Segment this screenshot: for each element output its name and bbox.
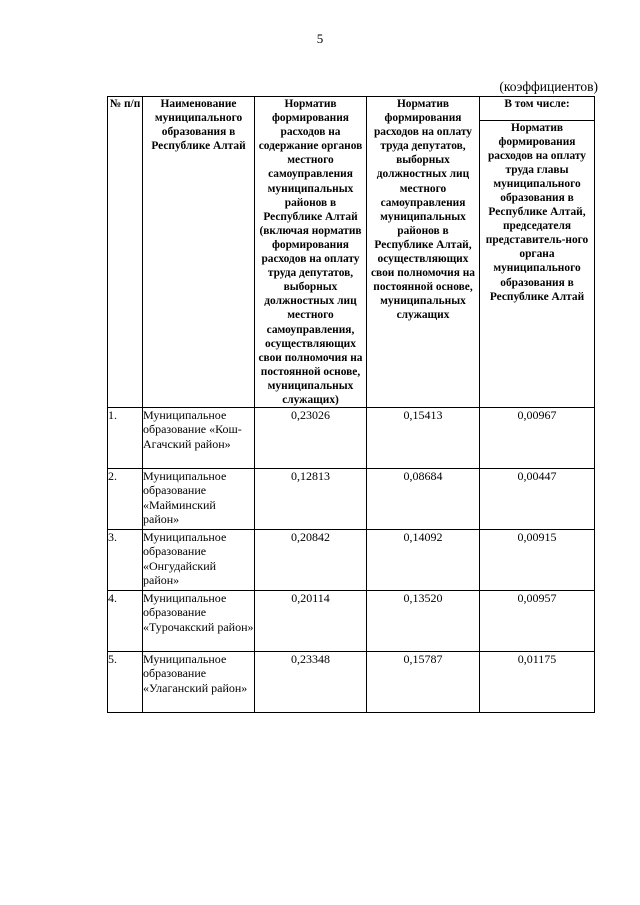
row-head: 0,01175 <box>480 652 595 713</box>
table-header <box>108 97 595 408</box>
row-head: 0,00915 <box>480 530 595 591</box>
row-name: Муниципальное образование «Кош-Агачский район» <box>143 408 255 469</box>
row-num: 2. <box>108 469 143 530</box>
row-deputies: 0,14092 <box>367 530 480 591</box>
row-num: 4. <box>108 591 143 652</box>
norms-table <box>107 96 595 713</box>
table-body <box>108 408 595 713</box>
row-name: Муниципальное образование «Майминский район» <box>143 469 255 530</box>
row-head: 0,00957 <box>480 591 595 652</box>
row-num: 1. <box>108 408 143 469</box>
page-number: 5 <box>316 31 324 46</box>
table-row <box>108 469 595 530</box>
table-row <box>108 652 595 713</box>
row-deputies: 0,15787 <box>367 652 480 713</box>
table-row <box>108 408 595 469</box>
header-total-norm: Норматив формирования расходов на содержание органов местного самоуправления муниципальных районов в Республике Алтай (включая норматив формирования расходов на оплату труда депутатов, выборных должностных лиц местного самоуправления, осуществляющих свои полномочия на постоянной основе, муниципальных служащих) <box>255 97 367 408</box>
row-deputies: 0,08684 <box>367 469 480 530</box>
row-total: 0,23026 <box>255 408 367 469</box>
row-total: 0,20114 <box>255 591 367 652</box>
row-total: 0,12813 <box>255 469 367 530</box>
table-row <box>108 530 595 591</box>
units-note: (коэффициентов) <box>499 79 598 94</box>
row-head: 0,00447 <box>480 469 595 530</box>
row-num: 5. <box>108 652 143 713</box>
row-head: 0,00967 <box>480 408 595 469</box>
row-total: 0,23348 <box>255 652 367 713</box>
header-num: № п/п <box>108 97 143 408</box>
row-total: 0,20842 <box>255 530 367 591</box>
row-name: Муниципальное образование «Онгудайский район» <box>143 530 255 591</box>
header-head-norm: Норматив формирования расходов на оплату труда главы муниципального образования в Республике Алтай, председателя представитель-ного органа муниципального образования в Республике Алтай <box>480 120 595 408</box>
header-name: Наименование муниципального образования в Республике Алтай <box>143 97 255 408</box>
row-deputies: 0,13520 <box>367 591 480 652</box>
header-deputies-norm: Норматив формирования расходов на оплату труда депутатов, выборных должностных лиц местного самоуправления муниципальных районов в Республике Алтай, осуществляющих свои полномочия на постоянной основе, муниципальных служащих <box>367 97 480 408</box>
row-name: Муниципальное образование «Турочакский район» <box>143 591 255 652</box>
row-deputies: 0,15413 <box>367 408 480 469</box>
row-num: 3. <box>108 530 143 591</box>
row-name: Муниципальное образование «Улаганский район» <box>143 652 255 713</box>
table-row <box>108 591 595 652</box>
header-including: В том числе: <box>480 97 595 121</box>
